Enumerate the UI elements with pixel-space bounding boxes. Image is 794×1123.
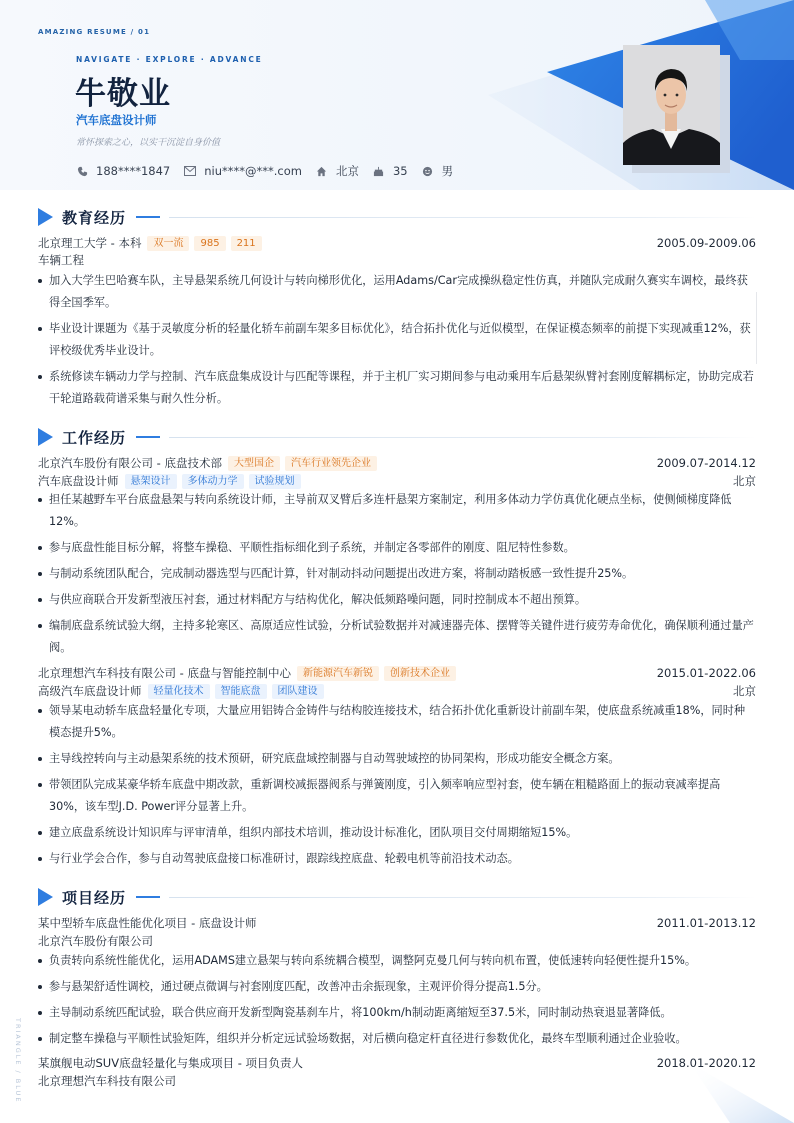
project-company-row (38, 1073, 756, 1089)
triangle-icon (38, 428, 53, 446)
job-bullets (38, 489, 756, 659)
project-name: 某旗舰电动SUV底盘轻量化与集成项目 - 项目负责人 (38, 1056, 304, 1070)
company-tag: 大型国企 (228, 456, 280, 471)
profile-photo (623, 45, 720, 165)
list-item: 主导制动系统匹配试验，联合供应商开发新型陶瓷基刹车片，将100km/h制动距离缩短至37.5米，同时制动热衰退显著降低。 (38, 1002, 756, 1024)
company-tag: 汽车行业领先企业 (285, 456, 377, 471)
list-item: 主导线控转向与主动悬架系统的技术预研，研究底盘域控制器与自动驾驶域控的协同架构，形成功能安全概念方案。 (38, 748, 756, 770)
education-section-header (38, 207, 756, 227)
divider-dash (136, 436, 160, 438)
role-tag: 悬架设计 (125, 474, 177, 489)
company-tag: 新能源汽车新锐 (297, 666, 379, 681)
company-tag: 创新技术企业 (384, 666, 456, 681)
job-role: 高级汽车底盘设计师 (38, 684, 142, 698)
job-title: 汽车底盘设计师 (76, 113, 157, 127)
list-item: 领导某电动轿车底盘轻量化专项，大量应用铝铸合金铸件与结构胶连接技术，结合拓扑优化重新设计前副车架，使底盘系统减重18%，同时种模态提升5%。 (38, 700, 756, 744)
side-label: TRIANGLE / BLUE (14, 1018, 22, 1104)
list-item: 与制动系统团队配合，完成制动器选型与匹配计算，针对制动抖动问题提出改进方案，将制动踏板感一致性提升25%。 (38, 563, 756, 585)
triangle-icon (38, 208, 53, 226)
contact-bar (76, 163, 467, 179)
project-period: 2018.01-2020.12 (656, 1056, 756, 1070)
divider-line (169, 897, 756, 898)
contact-age (373, 164, 408, 178)
job-entry-header (38, 665, 756, 681)
job-role: 汽车底盘设计师 (38, 474, 119, 488)
list-item: 参与悬架舒适性调校，通过硬点微调与衬套刚度匹配，改善冲击余振现象，主观评价得分提高1.5分。 (38, 976, 756, 998)
section-title: 教育经历 (62, 208, 127, 227)
education-period: 2005.09-2009.06 (656, 236, 756, 250)
job-role-row (38, 683, 756, 699)
section-title: 项目经历 (62, 888, 127, 907)
city-value: 北京 (335, 164, 359, 178)
school-name: 北京理工大学 - 本科 (38, 236, 142, 250)
project-company: 北京汽车股份有限公司 (38, 934, 153, 948)
education-bullets (38, 270, 756, 410)
projects-section-header (38, 887, 756, 907)
project-period: 2011.01-2013.12 (656, 916, 756, 930)
job-bullets (38, 700, 756, 870)
list-item: 加入大学生巴哈赛车队，主导悬架系统几何设计与转向梯形优化，运用Adams/Car完成操纵稳定性仿真，并随队完成耐久赛实车调校，最终获得全国季军。 (38, 270, 756, 314)
work-section-header (38, 427, 756, 447)
role-tag: 试验规划 (249, 474, 301, 489)
phone-value: 188****1847 (96, 164, 171, 178)
gender-value: 男 (441, 164, 454, 178)
role-tag: 智能底盘 (215, 684, 267, 699)
list-item: 与行业学会合作，参与自动驾驶底盘接口标准研讨，跟踪线控底盘、轮毂电机等前沿技术动态。 (38, 848, 756, 870)
job-period: 2009.07-2014.12 (656, 456, 756, 470)
list-item: 带领团队完成某豪华轿车底盘中期改款，重新调校减振器阀系与弹簧刚度，引入频率响应型衬套，使车辆在粗糙路面上的振动衰减率提高30%，该车型J.D. Power评分显著上升。 (38, 774, 756, 818)
company-name: 北京理想汽车科技有限公司 - 底盘与智能控制中心 (38, 666, 291, 680)
footer-decoration (690, 1063, 794, 1123)
email-value: niu****@***.com (204, 164, 302, 178)
motto: 常怀探索之心，以实干沉淀自身价值 (76, 138, 221, 148)
candidate-name: 牛敬业 (75, 76, 171, 112)
triangle-icon (38, 888, 53, 906)
contact-phone[interactable] (76, 164, 170, 178)
list-item: 建立底盘系统设计知识库与评审清单，组织内部技术培训，推动设计标准化，团队项目交付周期缩短15%。 (38, 822, 756, 844)
cake-icon (373, 165, 385, 177)
major: 车辆工程 (38, 253, 84, 267)
divider-dash (136, 216, 160, 218)
divider-dash (136, 896, 160, 898)
resume-tag: AMAZING RESUME / 01 (38, 28, 151, 36)
home-icon (316, 165, 328, 177)
contact-email[interactable] (184, 164, 302, 178)
role-tag: 多体动力学 (182, 474, 244, 489)
list-item: 与供应商联合开发新型液压衬套，通过材料配方与结构优化，解决低频路噪问题，同时控制成本不超出预算。 (38, 589, 756, 611)
job-location: 北京 (733, 474, 756, 488)
smile-icon (422, 165, 434, 177)
age-value: 35 (392, 164, 408, 178)
project-entry-header (38, 915, 756, 931)
phone-icon (76, 165, 88, 177)
list-item: 毕业设计课题为《基于灵敏度分析的轻量化轿车前副车架多目标优化》，结合拓扑优化与近似模型，在保证模态频率的前提下实现减重12%，获评校级优秀毕业设计。 (38, 318, 756, 362)
company-name: 北京汽车股份有限公司 - 底盘技术部 (38, 456, 222, 470)
school-tag: 985 (194, 236, 225, 251)
project-company: 北京理想汽车科技有限公司 (38, 1074, 176, 1088)
list-item: 系统修读车辆动力学与控制、汽车底盘集成设计与匹配等课程，并于主机厂实习期间参与电动乘用车后悬架纵臂衬套刚度解耦标定，协助完成若干轮道路载荷谱采集与耐久性分析。 (38, 366, 756, 410)
education-entry-header (38, 235, 756, 251)
role-tag: 团队建设 (272, 684, 324, 699)
job-role-row (38, 473, 756, 489)
mail-icon (184, 165, 196, 177)
resume-header (0, 0, 794, 190)
job-entry-header (38, 455, 756, 471)
project-company-row (38, 933, 756, 949)
contact-gender (422, 163, 454, 179)
divider-line (169, 217, 756, 218)
job-period: 2015.01-2022.06 (656, 666, 756, 680)
project-name: 某中型轿车底盘性能优化项目 - 底盘设计师 (38, 916, 257, 930)
list-item: 担任某越野车平台底盘悬架与转向系统设计师，主导前双叉臂后多连杆悬架方案制定，利用多体动力学仿真优化硬点坐标，使侧倾梯度降低12%。 (38, 489, 756, 533)
job-location: 北京 (733, 684, 756, 698)
list-item: 负责转向系统性能优化，运用ADAMS建立悬架与转向系统耦合模型，调整阿克曼几何与转向机布置，使低速转向轻便性提升15%。 (38, 950, 756, 972)
nav-tagline: NAVIGATE · EXPLORE · ADVANCE (76, 55, 263, 64)
contact-city (316, 163, 359, 179)
project-bullets (38, 950, 756, 1050)
project-entry-header (38, 1055, 756, 1071)
list-item: 编制底盘系统试验大纲，主持多轮寒区、高原适应性试验，分析试验数据并对减速器壳体、摆臂等关键件进行疲劳寿命优化，确保顺利通过量产阀。 (38, 615, 756, 659)
role-tag: 轻量化技术 (148, 684, 210, 699)
list-item: 制定整车操稳与平顺性试验矩阵，组织并分析定远试验场数据，对后横向稳定杆直径进行参数优化，最终车型顺利通过企业验收。 (38, 1028, 756, 1050)
education-major-row (38, 252, 756, 268)
school-tag: 双一流 (147, 236, 189, 251)
school-tag: 211 (231, 236, 262, 251)
margin-rule (756, 292, 757, 364)
divider-line (169, 437, 756, 438)
list-item: 参与底盘性能目标分解，将整车操稳、平顺性指标细化到子系统，并制定各零部件的刚度、阻尼特性参数。 (38, 537, 756, 559)
section-title: 工作经历 (62, 428, 127, 447)
